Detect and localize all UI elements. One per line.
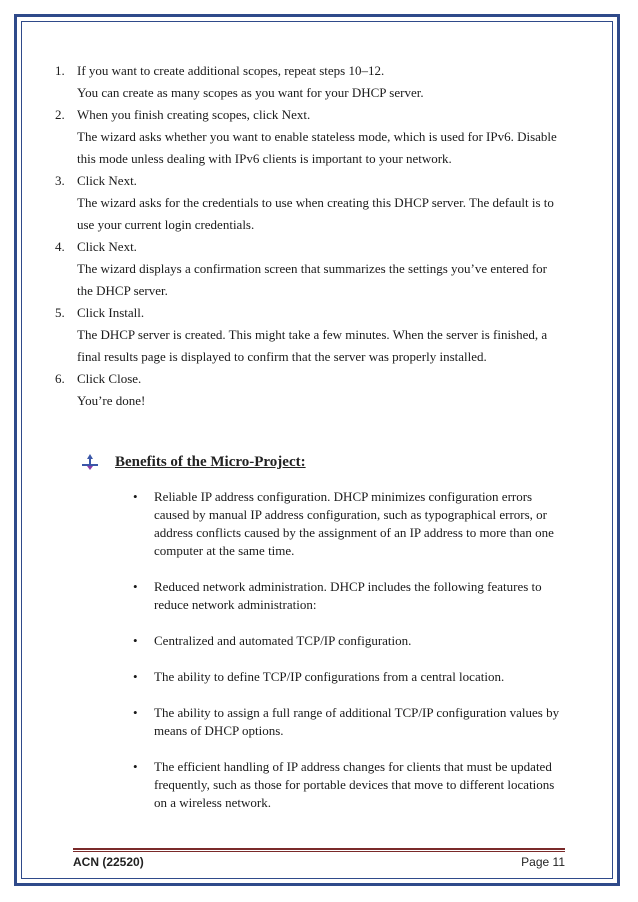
steps-list (55, 60, 565, 412)
benefit-text: The efficient handling of IP address changes for clients that must be updated frequently, such as those for portable devices that move to different locations on a wireless network. (154, 759, 555, 810)
step-number: 1. (55, 63, 65, 78)
step-number: 5. (55, 305, 65, 320)
benefits-heading (80, 453, 306, 471)
footer-rule-thin (73, 851, 565, 852)
list-item (133, 632, 563, 650)
step-heading: Click Next. (77, 173, 137, 188)
step-item (55, 236, 565, 302)
step-item (55, 302, 565, 368)
step-detail: The DHCP server is created. This might take a few minutes. When the server is finished, a final results page is displayed to confirm that the server was properly installed. (77, 327, 548, 364)
step-item (55, 170, 565, 236)
step-heading: When you finish creating scopes, click Next. (77, 107, 311, 122)
benefit-text: Reliable IP address configuration. DHCP minimizes configuration errors caused by manual IP address configuration, such as typographical errors, or address conflicts caused by the assignment of an IP address to more than one computer at the same time. (154, 489, 554, 558)
step-detail: The wizard asks for the credentials to use when creating this DHCP server. The default is to use your current login credentials. (77, 195, 554, 232)
list-item (133, 578, 563, 614)
step-detail: The wizard asks whether you want to enable stateless mode, which is used for IPv6. Disable this mode unless dealing with IPv6 clients is important to your network. (77, 129, 557, 166)
bullet-dot-icon (133, 668, 154, 686)
benefit-text: The ability to assign a full range of additional TCP/IP configuration values by means of DHCP options. (154, 705, 560, 738)
section-title: Benefits of the Micro-Project: (115, 453, 306, 470)
arrow-bullet-icon (80, 453, 100, 471)
list-item (133, 758, 563, 812)
step-heading: Click Next. (77, 239, 137, 254)
bullet-dot-icon (133, 578, 154, 614)
list-item (133, 668, 563, 686)
footer-rule (73, 848, 565, 850)
bullet-dot-icon (133, 632, 154, 650)
step-heading: Click Close. (77, 371, 142, 386)
step-item (55, 60, 565, 104)
step-item (55, 368, 565, 412)
bullet-dot-icon (133, 758, 154, 812)
step-detail: You’re done! (77, 393, 146, 408)
course-code: ACN (22520) (73, 855, 144, 869)
step-number: 4. (55, 239, 65, 254)
benefits-list (133, 488, 563, 830)
step-detail: You can create as many scopes as you want for your DHCP server. (77, 85, 424, 100)
step-heading: If you want to create additional scopes, repeat steps 10–12. (77, 63, 385, 78)
benefit-text: Centralized and automated TCP/IP configuration. (154, 633, 412, 648)
step-number: 2. (55, 107, 65, 122)
step-item (55, 104, 565, 170)
list-item (133, 488, 563, 560)
bullet-dot-icon (133, 704, 154, 740)
benefit-text: The ability to define TCP/IP configurations from a central location. (154, 669, 505, 684)
step-heading: Click Install. (77, 305, 145, 320)
step-number: 3. (55, 173, 65, 188)
step-detail: The wizard displays a confirmation screen that summarizes the settings you’ve entered for the DHCP server. (77, 261, 548, 298)
benefit-text: Reduced network administration. DHCP includes the following features to reduce network administration: (154, 579, 542, 612)
page-footer (73, 855, 565, 869)
list-item (133, 704, 563, 740)
bullet-dot-icon (133, 488, 154, 560)
page-number: Page 11 (521, 855, 565, 869)
step-number: 6. (55, 371, 65, 386)
